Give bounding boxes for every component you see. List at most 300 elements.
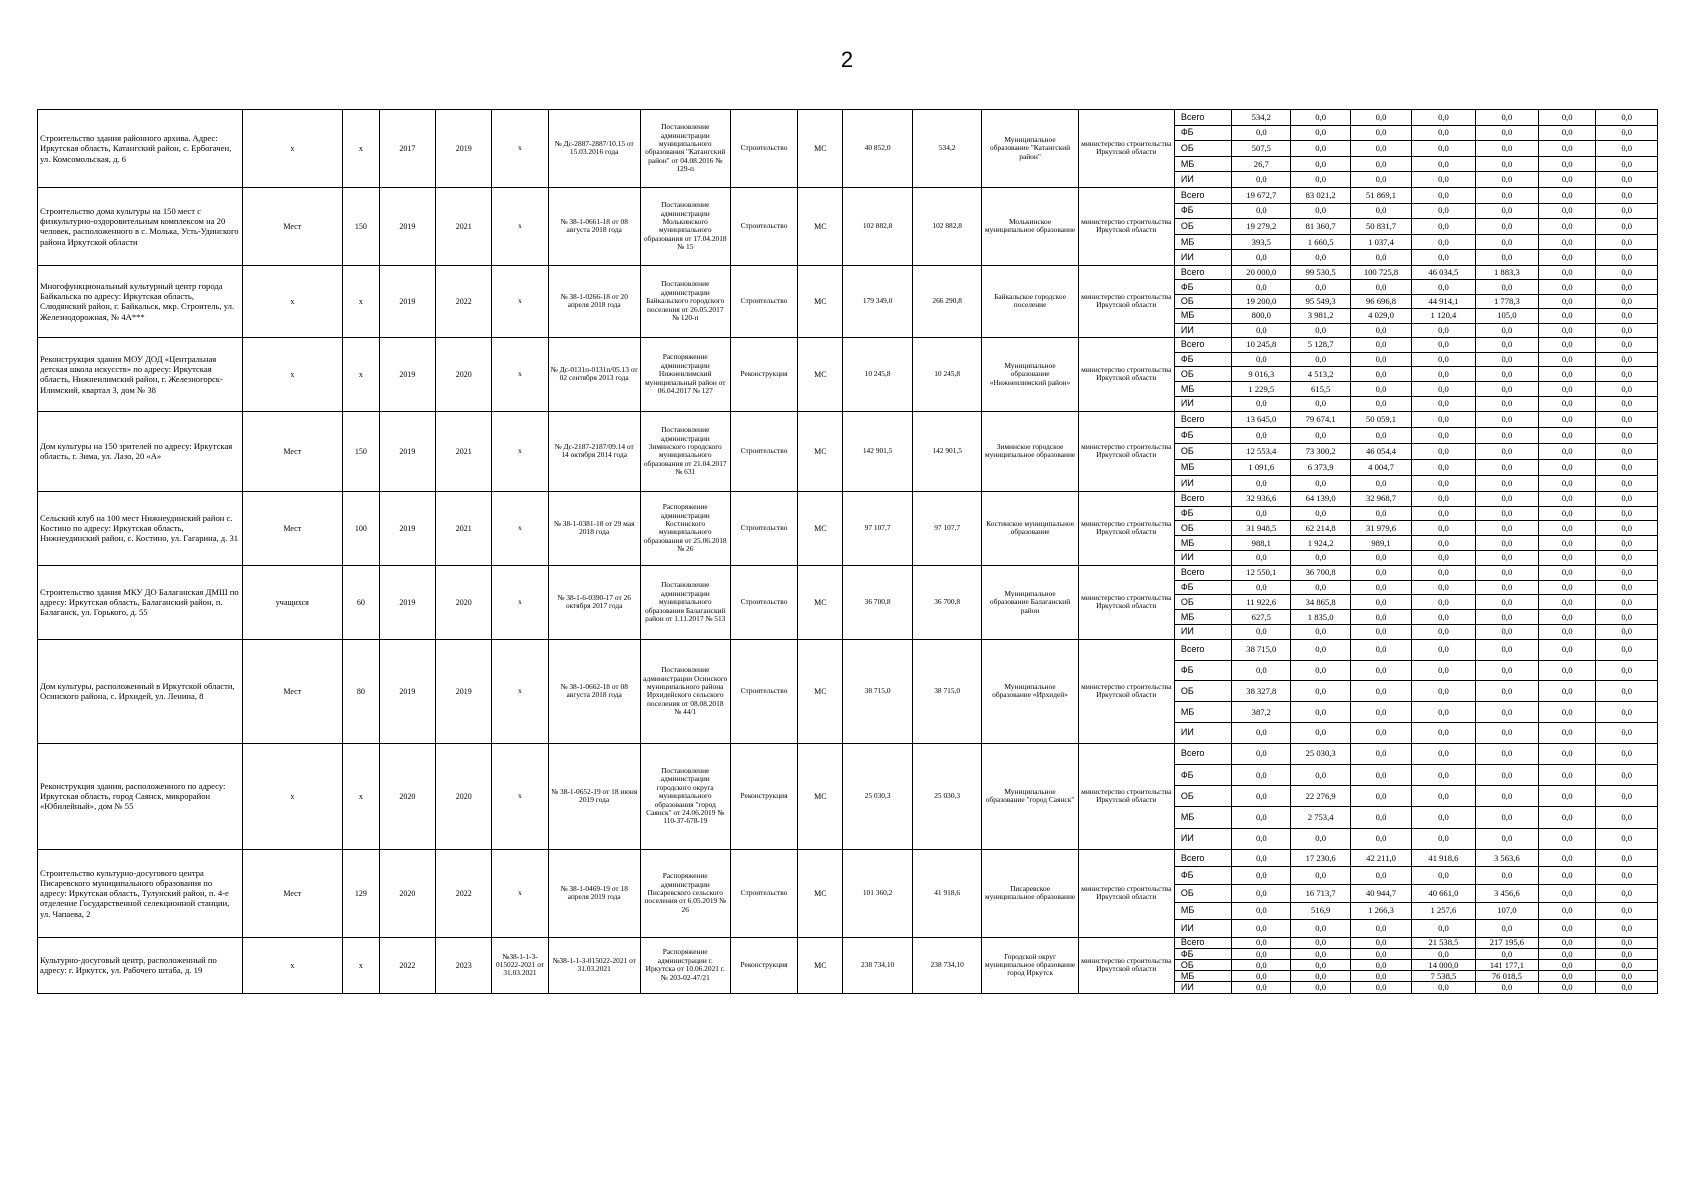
ownership-code: МС: [798, 337, 843, 411]
expertise-conclusion: x: [492, 411, 548, 491]
funding-amount: 26,7: [1232, 156, 1291, 172]
funding-amount: 0,0: [1539, 397, 1596, 412]
funding-amount: 0,0: [1291, 427, 1350, 443]
funding-source: Всего: [1174, 411, 1231, 427]
funding-amount: 0,0: [1475, 172, 1538, 188]
funding-amount: 0,0: [1475, 475, 1538, 491]
decision-document: Постановление администрации городского округа муниципального образования "город Саянск" от 24.06.2019 № 110-37-678-19: [640, 743, 730, 849]
decision-document: Постановление администрации муниципального образования "Катангский район" от 04.08.2016 № 129-п: [640, 110, 730, 188]
funding-amount: 0,0: [1232, 902, 1291, 920]
funding-amount: 0,0: [1412, 443, 1475, 459]
funding-amount: 0,0: [1412, 536, 1475, 551]
funding-amount: 0,0: [1475, 411, 1538, 427]
funding-amount: 0,0: [1596, 702, 1658, 723]
ownership-code: МС: [798, 110, 843, 188]
funding-amount: 0,0: [1475, 280, 1538, 294]
end-year: 2021: [436, 491, 492, 565]
funding-amount: 0,0: [1412, 411, 1475, 427]
funding-source: МБ: [1174, 702, 1231, 723]
funding-amount: 0,0: [1412, 920, 1475, 938]
funding-amount: 0,0: [1412, 219, 1475, 235]
funding-amount: 393,5: [1232, 234, 1291, 250]
funding-amount: 0,0: [1596, 280, 1658, 294]
funding-amount: 5 128,7: [1291, 337, 1350, 352]
funding-amount: 0,0: [1232, 828, 1291, 849]
expertise-conclusion: x: [492, 187, 548, 265]
funding-amount: 0,0: [1232, 172, 1291, 188]
funding-amount: 0,0: [1350, 172, 1411, 188]
funding-source: МБ: [1174, 971, 1231, 982]
funding-amount: 0,0: [1596, 610, 1658, 625]
funding-amount: 0,0: [1232, 427, 1291, 443]
funding-amount: 0,0: [1412, 337, 1475, 352]
funding-amount: 0,0: [1475, 506, 1538, 521]
permit-document: № Дс-0131п-0131п/05.13 от 02 сентября 2013 года: [548, 337, 640, 411]
capacity-value: x: [342, 743, 379, 849]
capacity-unit: x: [242, 110, 342, 188]
estimated-cost: 38 715,0: [843, 639, 913, 743]
responsible-ministry: министерство строительства Иркутской области: [1078, 565, 1174, 639]
funding-amount: 0,0: [1412, 110, 1475, 126]
funding-amount: 0,0: [1596, 867, 1658, 885]
funding-amount: 0,0: [1539, 352, 1596, 367]
funding-amount: 1 835,0: [1291, 610, 1350, 625]
decision-document: Распоряжение администрации Нижнеилимский муниципальный район от 06.04.2017 № 127: [640, 337, 730, 411]
funding-amount: 0,0: [1539, 982, 1596, 993]
remaining-cost: 266 290,8: [912, 265, 982, 337]
funding-amount: 0,0: [1475, 337, 1538, 352]
funding-amount: 0,0: [1291, 352, 1350, 367]
funding-amount: 0,0: [1596, 309, 1658, 323]
funding-amount: 0,0: [1596, 723, 1658, 744]
funding-amount: 0,0: [1412, 323, 1475, 337]
funding-amount: 0,0: [1596, 172, 1658, 188]
funding-amount: 0,0: [1291, 960, 1350, 971]
funding-amount: 0,0: [1350, 786, 1411, 807]
capacity-value: 60: [342, 565, 379, 639]
funding-amount: 0,0: [1539, 294, 1596, 308]
work-type: Строительство: [730, 265, 798, 337]
funding-amount: 387,2: [1232, 702, 1291, 723]
municipality: Муниципальное образование Балаганский район: [982, 565, 1078, 639]
responsible-ministry: министерство строительства Иркутской области: [1078, 937, 1174, 993]
funding-amount: 40 944,7: [1350, 884, 1411, 902]
funding-amount: 0,0: [1539, 786, 1596, 807]
responsible-ministry: министерство строительства Иркутской области: [1078, 265, 1174, 337]
funding-amount: 21 538,5: [1412, 937, 1475, 948]
funding-amount: 0,0: [1232, 786, 1291, 807]
funding-amount: 0,0: [1539, 639, 1596, 660]
capacity-value: 129: [342, 849, 379, 937]
decision-document: Постановление администрации Осинского муниципального района Ирхидейского сельского поселения от 08.08.2018 № 44/1: [640, 639, 730, 743]
permit-document: № 38-1-0662-18 от 08 августа 2018 года: [548, 639, 640, 743]
funding-amount: 0,0: [1475, 565, 1538, 580]
funding-amount: 0,0: [1475, 397, 1538, 412]
funding-amount: 0,0: [1412, 828, 1475, 849]
funding-amount: 800,0: [1232, 309, 1291, 323]
funding-amount: 0,0: [1412, 280, 1475, 294]
funding-amount: 0,0: [1539, 234, 1596, 250]
funding-amount: 22 276,9: [1291, 786, 1350, 807]
funding-amount: 0,0: [1539, 702, 1596, 723]
funding-amount: 1 120,4: [1412, 309, 1475, 323]
funding-amount: 4 029,0: [1350, 309, 1411, 323]
funding-amount: 6 373,9: [1291, 459, 1350, 475]
funding-amount: 0,0: [1475, 156, 1538, 172]
funding-amount: 31 948,5: [1232, 521, 1291, 536]
funding-amount: 0,0: [1475, 521, 1538, 536]
table-body: [38, 110, 1658, 994]
funding-amount: 46 054,4: [1350, 443, 1411, 459]
funding-amount: 0,0: [1412, 660, 1475, 681]
funding-amount: 0,0: [1412, 867, 1475, 885]
funding-amount: 0,0: [1291, 551, 1350, 566]
funding-amount: 1 091,6: [1232, 459, 1291, 475]
capacity-value: 80: [342, 639, 379, 743]
funding-source: Всего: [1174, 937, 1231, 948]
funding-amount: 0,0: [1475, 765, 1538, 786]
decision-document: Распоряжение администрации г. Иркутска от 10.06.2021 г. № 203-02-47/21: [640, 937, 730, 993]
start-year: 2020: [379, 743, 435, 849]
funding-amount: 0,0: [1291, 867, 1350, 885]
funding-amount: 31 979,6: [1350, 521, 1411, 536]
project-name: Строительство культурно-досугового центра Писаревского муниципального образования по адресу: Иркутская область, Тулунский район, п. 4-е отделение Государственной селекционной станции, ул. Чапаева, 2: [38, 849, 243, 937]
funding-amount: 0,0: [1232, 960, 1291, 971]
funding-amount: 0,0: [1596, 323, 1658, 337]
funding-source: ФБ: [1174, 427, 1231, 443]
funding-source: Всего: [1174, 743, 1231, 764]
funding-amount: 4 004,7: [1350, 459, 1411, 475]
funding-amount: 0,0: [1596, 187, 1658, 203]
work-type: Реконструкция: [730, 337, 798, 411]
funding-amount: 0,0: [1596, 580, 1658, 595]
capacity-unit: x: [242, 337, 342, 411]
funding-amount: 0,0: [1412, 765, 1475, 786]
funding-amount: 0,0: [1412, 125, 1475, 141]
funding-amount: 0,0: [1539, 203, 1596, 219]
funding-amount: 0,0: [1539, 443, 1596, 459]
expertise-conclusion: №38-1-1-3-015022-2021 от 31.03.2021: [492, 937, 548, 993]
funding-amount: 0,0: [1412, 367, 1475, 382]
funding-amount: 0,0: [1539, 125, 1596, 141]
funding-amount: 1 266,3: [1350, 902, 1411, 920]
ownership-code: МС: [798, 565, 843, 639]
funding-amount: 0,0: [1539, 491, 1596, 506]
funding-source: ИИ: [1174, 723, 1231, 744]
funding-amount: 0,0: [1350, 743, 1411, 764]
funding-amount: 73 300,2: [1291, 443, 1350, 459]
funding-amount: 0,0: [1412, 807, 1475, 828]
funding-amount: 95 549,3: [1291, 294, 1350, 308]
funding-amount: 0,0: [1475, 443, 1538, 459]
permit-document: № 38-1-0266-18 от 20 апреля 2018 года: [548, 265, 640, 337]
funding-amount: 99 530,5: [1291, 265, 1350, 279]
funding-amount: 0,0: [1412, 743, 1475, 764]
funding-amount: 62 214,8: [1291, 521, 1350, 536]
funding-amount: 0,0: [1350, 397, 1411, 412]
funding-source: ОБ: [1174, 443, 1231, 459]
funding-amount: 0,0: [1539, 743, 1596, 764]
funding-amount: 0,0: [1291, 203, 1350, 219]
funding-amount: 0,0: [1475, 807, 1538, 828]
funding-amount: 0,0: [1350, 203, 1411, 219]
funding-amount: 0,0: [1350, 660, 1411, 681]
funding-amount: 44 914,1: [1412, 294, 1475, 308]
remaining-cost: 38 715,0: [912, 639, 982, 743]
funding-amount: 0,0: [1350, 639, 1411, 660]
funding-amount: 0,0: [1412, 702, 1475, 723]
funding-amount: 100 725,8: [1350, 265, 1411, 279]
funding-amount: 0,0: [1291, 948, 1350, 959]
capacity-value: 150: [342, 187, 379, 265]
funding-amount: 0,0: [1475, 250, 1538, 266]
funding-amount: 0,0: [1596, 625, 1658, 640]
funding-amount: 0,0: [1350, 110, 1411, 126]
estimated-cost: 40 852,0: [843, 110, 913, 188]
expertise-conclusion: x: [492, 639, 548, 743]
funding-amount: 0,0: [1475, 786, 1538, 807]
remaining-cost: 534,2: [912, 110, 982, 188]
funding-amount: 83 021,2: [1291, 187, 1350, 203]
remaining-cost: 97 107,7: [912, 491, 982, 565]
funding-amount: 0,0: [1539, 723, 1596, 744]
funding-amount: 0,0: [1232, 807, 1291, 828]
expertise-conclusion: x: [492, 491, 548, 565]
funding-amount: 0,0: [1539, 309, 1596, 323]
funding-amount: 0,0: [1539, 187, 1596, 203]
capacity-unit: x: [242, 937, 342, 993]
funding-amount: 0,0: [1412, 352, 1475, 367]
funding-source: ИИ: [1174, 172, 1231, 188]
permit-document: № 38-1-0652-19 от 18 июня 2019 года: [548, 743, 640, 849]
decision-document: Постановление администрации Зиминского городского муниципального образования от 21.04.2017 № 631: [640, 411, 730, 491]
funding-source: ОБ: [1174, 960, 1231, 971]
table-row: [38, 110, 1658, 126]
ownership-code: МС: [798, 411, 843, 491]
funding-amount: 0,0: [1475, 203, 1538, 219]
funding-amount: 0,0: [1412, 610, 1475, 625]
funding-amount: 0,0: [1475, 187, 1538, 203]
funding-amount: 0,0: [1412, 141, 1475, 157]
funding-amount: 534,2: [1232, 110, 1291, 126]
ownership-code: МС: [798, 265, 843, 337]
funding-amount: 0,0: [1596, 681, 1658, 702]
funding-amount: 0,0: [1596, 595, 1658, 610]
municipality: Городской округ муниципальное образование город Иркутск: [982, 937, 1078, 993]
funding-amount: 0,0: [1475, 125, 1538, 141]
funding-amount: 0,0: [1232, 397, 1291, 412]
responsible-ministry: министерство строительства Иркутской области: [1078, 639, 1174, 743]
funding-source: ИИ: [1174, 551, 1231, 566]
investment-projects-table: [37, 109, 1658, 994]
estimated-cost: 101 360,2: [843, 849, 913, 937]
funding-amount: 0,0: [1539, 867, 1596, 885]
capacity-unit: x: [242, 265, 342, 337]
funding-source: ИИ: [1174, 323, 1231, 337]
funding-amount: 0,0: [1291, 702, 1350, 723]
estimated-cost: 102 882,8: [843, 187, 913, 265]
funding-amount: 0,0: [1350, 807, 1411, 828]
funding-amount: 0,0: [1350, 565, 1411, 580]
funding-amount: 0,0: [1232, 125, 1291, 141]
funding-amount: 0,0: [1596, 948, 1658, 959]
funding-amount: 0,0: [1232, 625, 1291, 640]
funding-amount: 19 200,0: [1232, 294, 1291, 308]
funding-amount: 0,0: [1232, 551, 1291, 566]
funding-amount: 0,0: [1539, 411, 1596, 427]
funding-amount: 0,0: [1596, 125, 1658, 141]
funding-amount: 0,0: [1291, 172, 1350, 188]
table-row: [38, 639, 1658, 660]
capacity-unit: x: [242, 743, 342, 849]
ownership-code: МС: [798, 639, 843, 743]
funding-amount: 0,0: [1475, 660, 1538, 681]
capacity-value: 150: [342, 411, 379, 491]
funding-amount: 0,0: [1350, 828, 1411, 849]
funding-amount: 0,0: [1412, 397, 1475, 412]
funding-amount: 16 713,7: [1291, 884, 1350, 902]
estimated-cost: 97 107,7: [843, 491, 913, 565]
funding-amount: 0,0: [1412, 565, 1475, 580]
funding-amount: 0,0: [1291, 828, 1350, 849]
table-row: [38, 937, 1658, 948]
funding-amount: 81 360,7: [1291, 219, 1350, 235]
funding-amount: 0,0: [1475, 681, 1538, 702]
funding-amount: 0,0: [1475, 920, 1538, 938]
work-type: Строительство: [730, 565, 798, 639]
start-year: 2019: [379, 187, 435, 265]
end-year: 2021: [436, 411, 492, 491]
funding-amount: 0,0: [1539, 475, 1596, 491]
funding-amount: 0,0: [1539, 459, 1596, 475]
funding-amount: 0,0: [1539, 250, 1596, 266]
funding-amount: 0,0: [1539, 625, 1596, 640]
funding-amount: 988,1: [1232, 536, 1291, 551]
funding-amount: 0,0: [1291, 971, 1350, 982]
funding-amount: 0,0: [1412, 250, 1475, 266]
expertise-conclusion: x: [492, 265, 548, 337]
funding-source: МБ: [1174, 536, 1231, 551]
funding-amount: 0,0: [1350, 156, 1411, 172]
funding-amount: 11 922,6: [1232, 595, 1291, 610]
funding-amount: 0,0: [1232, 723, 1291, 744]
funding-source: ФБ: [1174, 867, 1231, 885]
funding-amount: 0,0: [1539, 948, 1596, 959]
funding-amount: 0,0: [1291, 156, 1350, 172]
funding-amount: 0,0: [1475, 723, 1538, 744]
funding-source: МБ: [1174, 234, 1231, 250]
funding-amount: 0,0: [1539, 660, 1596, 681]
funding-amount: 0,0: [1291, 141, 1350, 157]
funding-amount: 0,0: [1291, 920, 1350, 938]
funding-amount: 0,0: [1596, 551, 1658, 566]
funding-amount: 76 018,5: [1475, 971, 1538, 982]
table-row: [38, 265, 1658, 279]
municipality: Байкальское городское поселение: [982, 265, 1078, 337]
funding-amount: 0,0: [1475, 595, 1538, 610]
funding-amount: 0,0: [1596, 141, 1658, 157]
funding-amount: 0,0: [1596, 639, 1658, 660]
funding-amount: 0,0: [1232, 971, 1291, 982]
funding-amount: 9 016,3: [1232, 367, 1291, 382]
funding-amount: 19 672,7: [1232, 187, 1291, 203]
remaining-cost: 36 700,8: [912, 565, 982, 639]
permit-document: № 38-1-0381-18 от 29 мая 2018 года: [548, 491, 640, 565]
funding-amount: 0,0: [1596, 786, 1658, 807]
funding-amount: 0,0: [1475, 427, 1538, 443]
capacity-value: x: [342, 110, 379, 188]
funding-amount: 105,0: [1475, 309, 1538, 323]
project-name: Дом культуры на 150 зрителей по адресу: Иркутская область, г. Зима, ул. Лазо, 20 «А»: [38, 411, 243, 491]
funding-amount: 0,0: [1232, 280, 1291, 294]
decision-document: Постановление администрации Молькинского муниципального образования от 17.04.2018 № 15: [640, 187, 730, 265]
funding-source: ОБ: [1174, 521, 1231, 536]
funding-amount: 0,0: [1350, 506, 1411, 521]
responsible-ministry: министерство строительства Иркутской области: [1078, 849, 1174, 937]
funding-source: МБ: [1174, 807, 1231, 828]
funding-amount: 0,0: [1539, 110, 1596, 126]
work-type: Строительство: [730, 187, 798, 265]
ownership-code: МС: [798, 491, 843, 565]
funding-amount: 79 674,1: [1291, 411, 1350, 427]
table-row: [38, 743, 1658, 764]
work-type: Реконструкция: [730, 937, 798, 993]
funding-amount: 0,0: [1350, 367, 1411, 382]
funding-amount: 0,0: [1539, 156, 1596, 172]
capacity-value: x: [342, 337, 379, 411]
funding-amount: 0,0: [1539, 280, 1596, 294]
funding-amount: 1 037,4: [1350, 234, 1411, 250]
municipality: Костинское муниципальное образование: [982, 491, 1078, 565]
funding-amount: 0,0: [1475, 141, 1538, 157]
funding-amount: 0,0: [1412, 172, 1475, 188]
decision-document: Постановление администрации Байкальского городского поселения от 26.05.2017 № 120-п: [640, 265, 730, 337]
funding-source: ФБ: [1174, 203, 1231, 219]
funding-amount: 0,0: [1291, 982, 1350, 993]
funding-amount: 0,0: [1596, 203, 1658, 219]
funding-source: ИИ: [1174, 920, 1231, 938]
start-year: 2019: [379, 491, 435, 565]
funding-amount: 0,0: [1291, 506, 1350, 521]
funding-amount: 0,0: [1232, 660, 1291, 681]
capacity-unit: Мест: [242, 639, 342, 743]
funding-amount: 0,0: [1232, 920, 1291, 938]
funding-amount: 0,0: [1412, 506, 1475, 521]
funding-source: ИИ: [1174, 250, 1231, 266]
funding-amount: 0,0: [1596, 443, 1658, 459]
funding-amount: 0,0: [1539, 427, 1596, 443]
table-row: [38, 491, 1658, 506]
funding-amount: 4 513,2: [1291, 367, 1350, 382]
funding-amount: 0,0: [1475, 625, 1538, 640]
funding-amount: 0,0: [1596, 110, 1658, 126]
funding-amount: 0,0: [1412, 786, 1475, 807]
funding-amount: 0,0: [1475, 536, 1538, 551]
project-name: Культурно-досуговый центр, расположенный по адресу: г. Иркутск, ул. Рабочего штаба, д. 19: [38, 937, 243, 993]
funding-amount: 38 327,8: [1232, 681, 1291, 702]
decision-document: Распоряжение администрации Писаревского сельского поселения от 6.05.2019 № 26: [640, 849, 730, 937]
funding-amount: 0,0: [1350, 250, 1411, 266]
funding-amount: 0,0: [1412, 187, 1475, 203]
work-type: Строительство: [730, 849, 798, 937]
funding-amount: 0,0: [1596, 536, 1658, 551]
funding-amount: 3 981,2: [1291, 309, 1350, 323]
funding-amount: 0,0: [1350, 475, 1411, 491]
funding-amount: 0,0: [1475, 610, 1538, 625]
funding-source: МБ: [1174, 309, 1231, 323]
decision-document: Постановление администрации муниципального образования Балаганский район от 1.11.2017 № 513: [640, 565, 730, 639]
funding-amount: 1 778,3: [1475, 294, 1538, 308]
